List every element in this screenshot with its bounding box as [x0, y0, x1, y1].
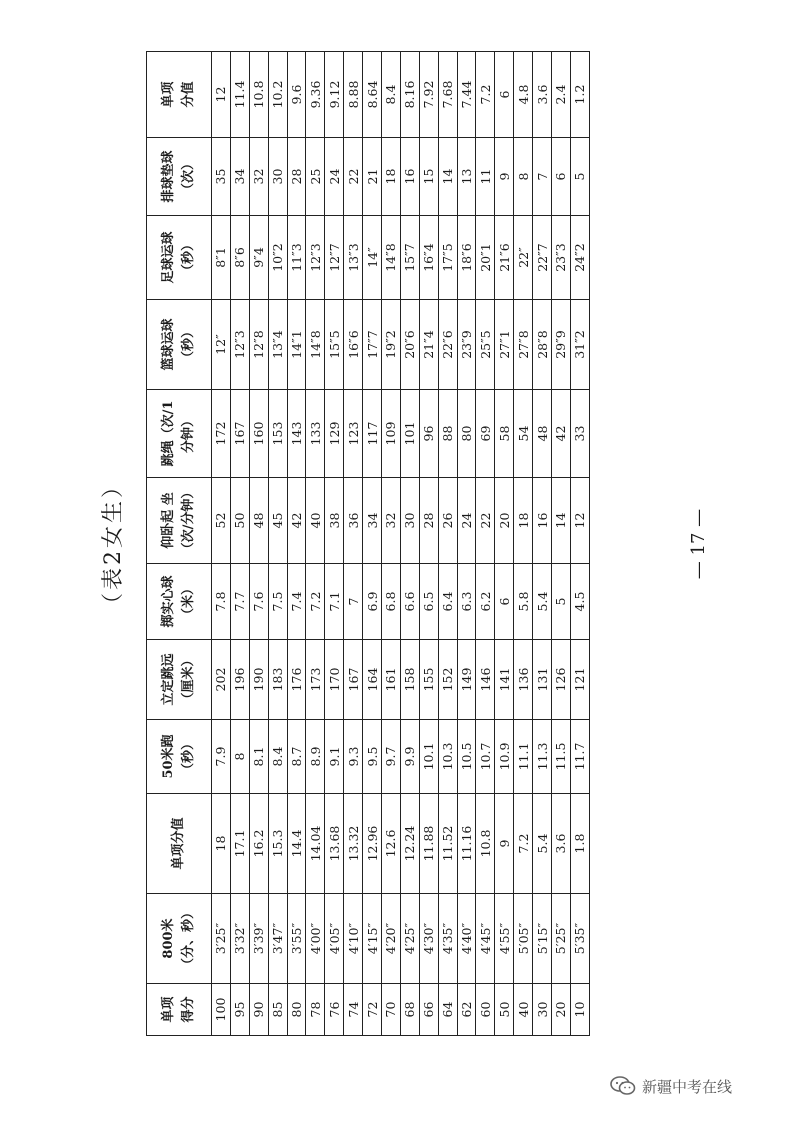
table-cell: 76: [325, 984, 344, 1036]
table-cell: 11.4: [230, 52, 249, 138]
table-cell: 164: [363, 640, 382, 720]
table-title: （表2女生）: [101, 473, 126, 615]
table-cell: 9.1: [325, 720, 344, 794]
table-cell: 16″4: [419, 216, 438, 300]
table-cell: 13.32: [344, 794, 363, 894]
table-cell: 13: [457, 138, 476, 216]
table-cell: 117: [363, 390, 382, 478]
table-cell: 3.6: [533, 52, 552, 138]
table-cell: 160: [249, 390, 268, 478]
table-cell: 14″1: [287, 300, 306, 390]
table-cell: 30: [268, 138, 287, 216]
table-cell: 50: [495, 984, 514, 1036]
table-cell: 146: [476, 640, 495, 720]
table-cell: 9.9: [400, 720, 419, 794]
table-cell: 9.12: [325, 52, 344, 138]
table-cell: 173: [306, 640, 325, 720]
page-number: — 17 —: [688, 508, 709, 580]
table-cell: 24: [325, 138, 344, 216]
rotated-page-content: [84, 52, 786, 1036]
table-cell: 6.4: [438, 564, 457, 640]
table-cell: 7.2: [306, 564, 325, 640]
table-cell: 6.8: [382, 564, 401, 640]
table-cell: 90: [249, 984, 268, 1036]
table-cell: 7.7: [230, 564, 249, 640]
table-cell: 66: [419, 984, 438, 1036]
table-cell: 5′05″: [514, 894, 533, 984]
table-cell: 3′32″: [230, 894, 249, 984]
table-cell: 15.3: [268, 794, 287, 894]
table-cell: 11.16: [457, 794, 476, 894]
table-cell: 11.88: [419, 794, 438, 894]
table-row: [249, 52, 268, 1036]
table-cell: 9: [495, 794, 514, 894]
table-cell: 196: [230, 640, 249, 720]
table-body: [212, 52, 590, 1036]
table-cell: 88: [438, 390, 457, 478]
table-cell: 10.7: [476, 720, 495, 794]
watermark-text: 新疆中考在线: [642, 1077, 733, 1096]
column-header: 50米跑 （秒）: [147, 720, 212, 794]
table-cell: 16: [400, 138, 419, 216]
table-cell: 7.2: [514, 794, 533, 894]
table-cell: 64: [438, 984, 457, 1036]
table-cell: 101: [400, 390, 419, 478]
table-cell: 68: [400, 984, 419, 1036]
column-header: 立定跳远 （厘米）: [147, 640, 212, 720]
column-header: 仰卧起 坐 （次/分钟）: [147, 478, 212, 564]
table-cell: 100: [212, 984, 231, 1036]
table-cell: 18: [514, 478, 533, 564]
table-cell: 96: [419, 390, 438, 478]
table-cell: 9.5: [363, 720, 382, 794]
table-cell: 24: [457, 478, 476, 564]
table-cell: 10.3: [438, 720, 457, 794]
column-header: 足球运球 （秒）: [147, 216, 212, 300]
table-cell: 22″6: [438, 300, 457, 390]
table-cell: 13.68: [325, 794, 344, 894]
table-cell: 8.64: [363, 52, 382, 138]
table-cell: 11.1: [514, 720, 533, 794]
table-cell: 70: [382, 984, 401, 1036]
table-cell: 4′30″: [419, 894, 438, 984]
table-cell: 10: [570, 984, 589, 1036]
table-cell: 27″1: [495, 300, 514, 390]
table-cell: 22: [344, 138, 363, 216]
table-cell: 33: [570, 390, 589, 478]
table-row: [552, 52, 571, 1036]
column-header: 排球垫球 （次）: [147, 138, 212, 216]
table-cell: 23″9: [457, 300, 476, 390]
table-cell: 4.8: [514, 52, 533, 138]
table-cell: 4′55″: [495, 894, 514, 984]
table-cell: 133: [306, 390, 325, 478]
table-row: [212, 52, 231, 1036]
table-row: [230, 52, 249, 1036]
table-cell: 6.9: [363, 564, 382, 640]
table-cell: 12: [212, 52, 231, 138]
table-cell: 32: [382, 478, 401, 564]
table-cell: 5′15″: [533, 894, 552, 984]
table-cell: 6.3: [457, 564, 476, 640]
table-cell: 9.3: [344, 720, 363, 794]
table-cell: 170: [325, 640, 344, 720]
table-cell: 16: [533, 478, 552, 564]
table-cell: 4′25″: [400, 894, 419, 984]
table-cell: 3′39″: [249, 894, 268, 984]
table-cell: 17″7: [363, 300, 382, 390]
table-cell: 16.2: [249, 794, 268, 894]
table-row: [533, 52, 552, 1036]
table-cell: 60: [476, 984, 495, 1036]
table-cell: 48: [533, 390, 552, 478]
table-row: [419, 52, 438, 1036]
column-header: 单项 分值: [147, 52, 212, 138]
table-cell: 30: [400, 478, 419, 564]
table-cell: 28: [287, 138, 306, 216]
table-cell: 11.5: [552, 720, 571, 794]
table-cell: 13″3: [344, 216, 363, 300]
column-header: 跳绳（次/1 分钟）: [147, 390, 212, 478]
table-cell: 8.4: [268, 720, 287, 794]
table-cell: 5′35″: [570, 894, 589, 984]
table-cell: 10.5: [457, 720, 476, 794]
table-cell: 6.2: [476, 564, 495, 640]
table-cell: 14″8: [382, 216, 401, 300]
table-row: [495, 52, 514, 1036]
table-cell: 23″3: [552, 216, 571, 300]
table-cell: 54: [514, 390, 533, 478]
table-cell: 3′25″: [212, 894, 231, 984]
table-cell: 131: [533, 640, 552, 720]
table-cell: 5: [552, 564, 571, 640]
table-cell: 14: [438, 138, 457, 216]
table-cell: 6.6: [400, 564, 419, 640]
table-cell: 18: [382, 138, 401, 216]
table-cell: 7.1: [325, 564, 344, 640]
table-cell: 158: [400, 640, 419, 720]
table-row: [438, 52, 457, 1036]
table-cell: 78: [306, 984, 325, 1036]
table-cell: 9″4: [249, 216, 268, 300]
table-cell: 40: [306, 478, 325, 564]
table-cell: 14.04: [306, 794, 325, 894]
table-cell: 15: [419, 138, 438, 216]
table-cell: 40: [514, 984, 533, 1036]
table-cell: 4′20″: [382, 894, 401, 984]
column-header: 掷实心球 （米）: [147, 564, 212, 640]
table-row: [476, 52, 495, 1036]
table-cell: 6.5: [419, 564, 438, 640]
table-cell: 31″2: [570, 300, 589, 390]
table-cell: 8″1: [212, 216, 231, 300]
table-cell: 8.4: [382, 52, 401, 138]
column-header: 篮球运球 （秒）: [147, 300, 212, 390]
table-cell: 7.44: [457, 52, 476, 138]
table-cell: 7.2: [476, 52, 495, 138]
table-cell: 36: [344, 478, 363, 564]
table-cell: 167: [344, 640, 363, 720]
table-cell: 7.68: [438, 52, 457, 138]
table-cell: 4′10″: [344, 894, 363, 984]
table-cell: 136: [514, 640, 533, 720]
table-cell: 9: [495, 138, 514, 216]
table-cell: 21: [363, 138, 382, 216]
table-cell: 7.5: [268, 564, 287, 640]
table-cell: 21″4: [419, 300, 438, 390]
table-row: [382, 52, 401, 1036]
table-cell: 12.96: [363, 794, 382, 894]
table-cell: 149: [457, 640, 476, 720]
table-cell: 12″: [212, 300, 231, 390]
table-cell: 72: [363, 984, 382, 1036]
table-cell: 121: [570, 640, 589, 720]
table-cell: 11.3: [533, 720, 552, 794]
table-row: [570, 52, 589, 1036]
table-row: [344, 52, 363, 1036]
table-cell: 12″3: [306, 216, 325, 300]
table-row: [400, 52, 419, 1036]
table-cell: 16″6: [344, 300, 363, 390]
table-row: [325, 52, 344, 1036]
table-cell: 6: [495, 564, 514, 640]
table-cell: 69: [476, 390, 495, 478]
table-cell: 25: [306, 138, 325, 216]
table-cell: 176: [287, 640, 306, 720]
table-cell: 48: [249, 478, 268, 564]
table-cell: 4′15″: [363, 894, 382, 984]
table-cell: 5: [570, 138, 589, 216]
table-cell: 6: [495, 52, 514, 138]
table-cell: 7.4: [287, 564, 306, 640]
column-header: 单项 得分: [147, 984, 212, 1036]
table-cell: 4′45″: [476, 894, 495, 984]
table-cell: 28″8: [533, 300, 552, 390]
table-cell: 7.6: [249, 564, 268, 640]
table-cell: 167: [230, 390, 249, 478]
wechat-icon: [610, 1076, 636, 1096]
table-cell: 11: [476, 138, 495, 216]
table-cell: 7: [344, 564, 363, 640]
table-cell: 190: [249, 640, 268, 720]
table-cell: 8.1: [249, 720, 268, 794]
table-cell: 11.52: [438, 794, 457, 894]
table-cell: 80: [457, 390, 476, 478]
table-cell: 10.1: [419, 720, 438, 794]
table-cell: 20″1: [476, 216, 495, 300]
table-cell: 3′47″: [268, 894, 287, 984]
table-row: [287, 52, 306, 1036]
table-cell: 172: [212, 390, 231, 478]
column-header: 800米 （分、秒）: [147, 894, 212, 984]
table-cell: 10.8: [249, 52, 268, 138]
table-cell: 153: [268, 390, 287, 478]
table-cell: 3.6: [552, 794, 571, 894]
table-cell: 35: [212, 138, 231, 216]
table-cell: 85: [268, 984, 287, 1036]
table-cell: 12.6: [382, 794, 401, 894]
table-cell: 1.8: [570, 794, 589, 894]
table-cell: 9.6: [287, 52, 306, 138]
table-cell: 4′05″: [325, 894, 344, 984]
table-cell: 183: [268, 640, 287, 720]
table-cell: 1.2: [570, 52, 589, 138]
table-cell: 29″9: [552, 300, 571, 390]
table-cell: 10.2: [268, 52, 287, 138]
table-cell: 42: [552, 390, 571, 478]
table-cell: 22: [476, 478, 495, 564]
table-cell: 20: [495, 478, 514, 564]
table-cell: 10.9: [495, 720, 514, 794]
table-cell: 14″8: [306, 300, 325, 390]
table-cell: 34: [363, 478, 382, 564]
table-cell: 202: [212, 640, 231, 720]
table-cell: 18: [212, 794, 231, 894]
table-cell: 161: [382, 640, 401, 720]
table-cell: 10.8: [476, 794, 495, 894]
table-cell: 5.4: [533, 794, 552, 894]
table-cell: 27″8: [514, 300, 533, 390]
table-cell: 12″3: [230, 300, 249, 390]
table-cell: 8.88: [344, 52, 363, 138]
watermark: [610, 1073, 732, 1099]
table-cell: 8.9: [306, 720, 325, 794]
table-cell: 19″2: [382, 300, 401, 390]
table-cell: 155: [419, 640, 438, 720]
table-cell: 17.1: [230, 794, 249, 894]
table-cell: 38: [325, 478, 344, 564]
table-cell: 7.9: [212, 720, 231, 794]
table-cell: 42: [287, 478, 306, 564]
table-cell: 58: [495, 390, 514, 478]
table-cell: 18″6: [457, 216, 476, 300]
table-cell: 20: [552, 984, 571, 1036]
column-header: 单项分值: [147, 794, 212, 894]
table-cell: 2.4: [552, 52, 571, 138]
table-cell: 11.7: [570, 720, 589, 794]
table-cell: 5′25″: [552, 894, 571, 984]
table-cell: 22″7: [533, 216, 552, 300]
table-cell: 95: [230, 984, 249, 1036]
table-cell: 74: [344, 984, 363, 1036]
table-cell: 7.8: [212, 564, 231, 640]
table-row: [514, 52, 533, 1036]
table-cell: 4′40″: [457, 894, 476, 984]
table-cell: 80: [287, 984, 306, 1036]
score-table: [146, 51, 590, 1036]
table-cell: 28: [419, 478, 438, 564]
table-cell: 129: [325, 390, 344, 478]
table-cell: 143: [287, 390, 306, 478]
table-cell: 7: [533, 138, 552, 216]
table-cell: 9.7: [382, 720, 401, 794]
table-row: [363, 52, 382, 1036]
table-cell: 14″: [363, 216, 382, 300]
table-cell: 126: [552, 640, 571, 720]
table-cell: 4.5: [570, 564, 589, 640]
table-cell: 12.24: [400, 794, 419, 894]
table-cell: 5.4: [533, 564, 552, 640]
table-cell: 62: [457, 984, 476, 1036]
table-cell: 52: [212, 478, 231, 564]
table-header-row: [147, 52, 212, 1036]
table-cell: 123: [344, 390, 363, 478]
table-cell: 20″6: [400, 300, 419, 390]
table-row: [457, 52, 476, 1036]
table-row: [306, 52, 325, 1036]
table-cell: 26: [438, 478, 457, 564]
table-cell: 14: [552, 478, 571, 564]
table-cell: 25″5: [476, 300, 495, 390]
table-cell: 32: [249, 138, 268, 216]
table-cell: 152: [438, 640, 457, 720]
table-cell: 11″3: [287, 216, 306, 300]
table-cell: 8″6: [230, 216, 249, 300]
table-cell: 8.16: [400, 52, 419, 138]
table-cell: 14.4: [287, 794, 306, 894]
table-cell: 15″7: [400, 216, 419, 300]
table-cell: 12″7: [325, 216, 344, 300]
table-cell: 12: [570, 478, 589, 564]
table-cell: 3′55″: [287, 894, 306, 984]
table-cell: 7.92: [419, 52, 438, 138]
table-cell: 8: [514, 138, 533, 216]
table-cell: 22″: [514, 216, 533, 300]
table-cell: 141: [495, 640, 514, 720]
table-cell: 109: [382, 390, 401, 478]
table-cell: 30: [533, 984, 552, 1036]
table-cell: 5.8: [514, 564, 533, 640]
table-cell: 50: [230, 478, 249, 564]
table-cell: 24″2: [570, 216, 589, 300]
table-cell: 10″2: [268, 216, 287, 300]
table-cell: 34: [230, 138, 249, 216]
table-cell: 12″8: [249, 300, 268, 390]
table-cell: 21″6: [495, 216, 514, 300]
table-cell: 9.36: [306, 52, 325, 138]
table-cell: 13″4: [268, 300, 287, 390]
table-cell: 15″5: [325, 300, 344, 390]
table-cell: 45: [268, 478, 287, 564]
table-cell: 6: [552, 138, 571, 216]
table-cell: 4′00″: [306, 894, 325, 984]
table-cell: 8: [230, 720, 249, 794]
table-cell: 17″5: [438, 216, 457, 300]
table-row: [268, 52, 287, 1036]
table-cell: 8.7: [287, 720, 306, 794]
table-cell: 4′35″: [438, 894, 457, 984]
